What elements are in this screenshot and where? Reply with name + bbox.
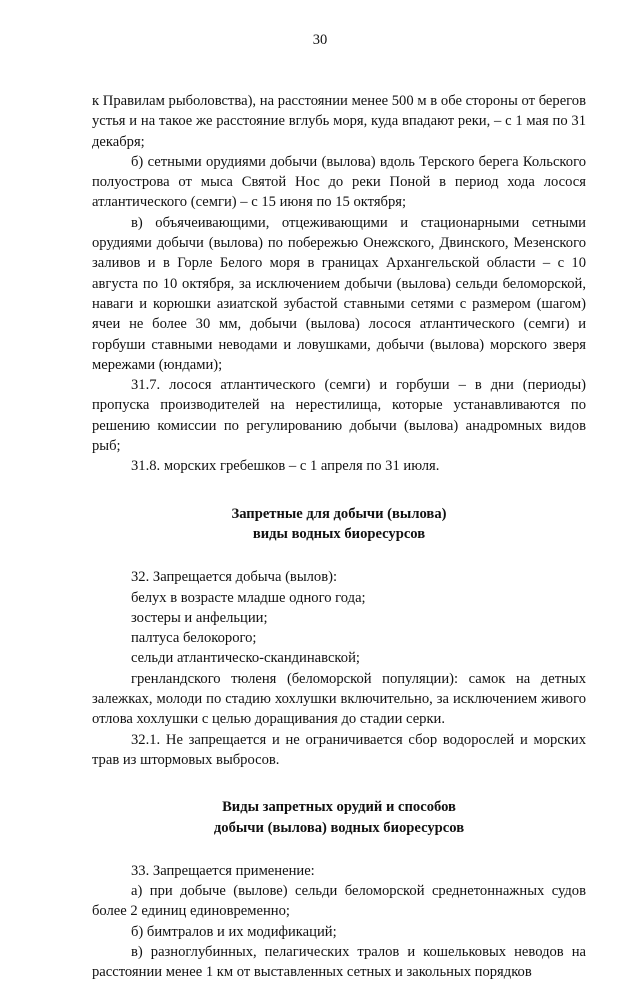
spacer [92, 838, 586, 861]
paragraph-32-intro: 32. Запрещается добыча (вылов): [131, 569, 338, 586]
document-body [92, 91, 586, 983]
paragraph-33-a: а) при добыче (вылове) сельди беломорской среднетоннажных судов более 2 единиц единовременно; [92, 883, 586, 920]
heading-prohibited-gear-line2: добычи (вылова) водных биоресурсов [213, 819, 465, 836]
heading-prohibited-species-line1: Запретные для добычи (вылова) [231, 505, 447, 522]
paragraph-b-tersky-coast: б) сетными орудиями добычи (вылова) вдоль Терского берега Кольского полуострова от мыса Святой Нос до реки Поной в период хода лосося атлантического (семги) – с 15 июня по 15 октября; [92, 153, 586, 211]
paragraph-greenland-seal: гренландского тюленя (беломорской популяции): самок на детных залежках, молоди по стадию хохлушки включительно, за исключением живого отлова хохлушки с целью доращивания до стадии серки. [92, 670, 586, 728]
heading-prohibited-species-line2: виды водных биоресурсов [252, 525, 426, 542]
list-item-belugas: белух в возрасте младше одного года; [131, 589, 366, 606]
paragraph-31-8: 31.8. морских гребешков – с 1 апреля по 31 июля. [131, 458, 440, 475]
list-item-halibut: палтуса белокорого; [131, 630, 257, 647]
paragraph-32-1: 32.1. Не запрещается и не ограничивается сбор водорослей и морских трав из штормовых выбросов. [92, 731, 586, 768]
paragraph-33-intro: 33. Запрещается применение: [131, 862, 315, 879]
page-number: 30 [312, 32, 328, 48]
spacer [92, 544, 586, 567]
heading-prohibited-gear-line1: Виды запретных орудий и способов [222, 799, 456, 816]
spacer [92, 477, 586, 504]
paragraph-33-b: б) бимтралов и их модификаций; [131, 923, 337, 940]
paragraph-continuation: к Правилам рыболовства), на расстоянии менее 500 м в обе стороны от берегов устья и на такое же расстояние вглубь моря, куда впадают реки, – с 1 мая по 31 декабря; [92, 93, 586, 150]
paragraph-v-gill-nets: в) объячеивающими, отцеживающими и стационарными сетными орудиями добычи (вылова) по побережью Онежского, Двинского, Мезенского заливов и в Горле Белого моря в границах Архангельской области – с 10 августа по 10 октября, за исключением добычи (вылова) сельди беломорской, наваги и корюшки азиатской зубастой ставными сетями с размером (шагом) ячеи не более 30 мм, добычи (вылова) лосося атлантического (семги) и горбуши ставными неводами и ловушками, добычи (вылова) морского зверя мережами (юндами); [92, 214, 586, 373]
paragraph-31-7: 31.7. лосося атлантического (семги) и горбуши – в дни (периоды) пропуска производителей на нерестилища, которые устанавливаются по решению комиссии по регулированию добычи (вылова) анадромных видов рыб; [92, 377, 586, 455]
list-item-herring: сельди атлантическо-скандинавской; [131, 650, 360, 667]
list-item-zostera: зостеры и анфельции; [131, 609, 268, 626]
spacer [92, 770, 586, 797]
paragraph-33-v: в) разноглубинных, пелагических тралов и кошельковых неводов на расстоянии менее 1 км от выставленных сетных и закольных порядков [92, 943, 586, 981]
